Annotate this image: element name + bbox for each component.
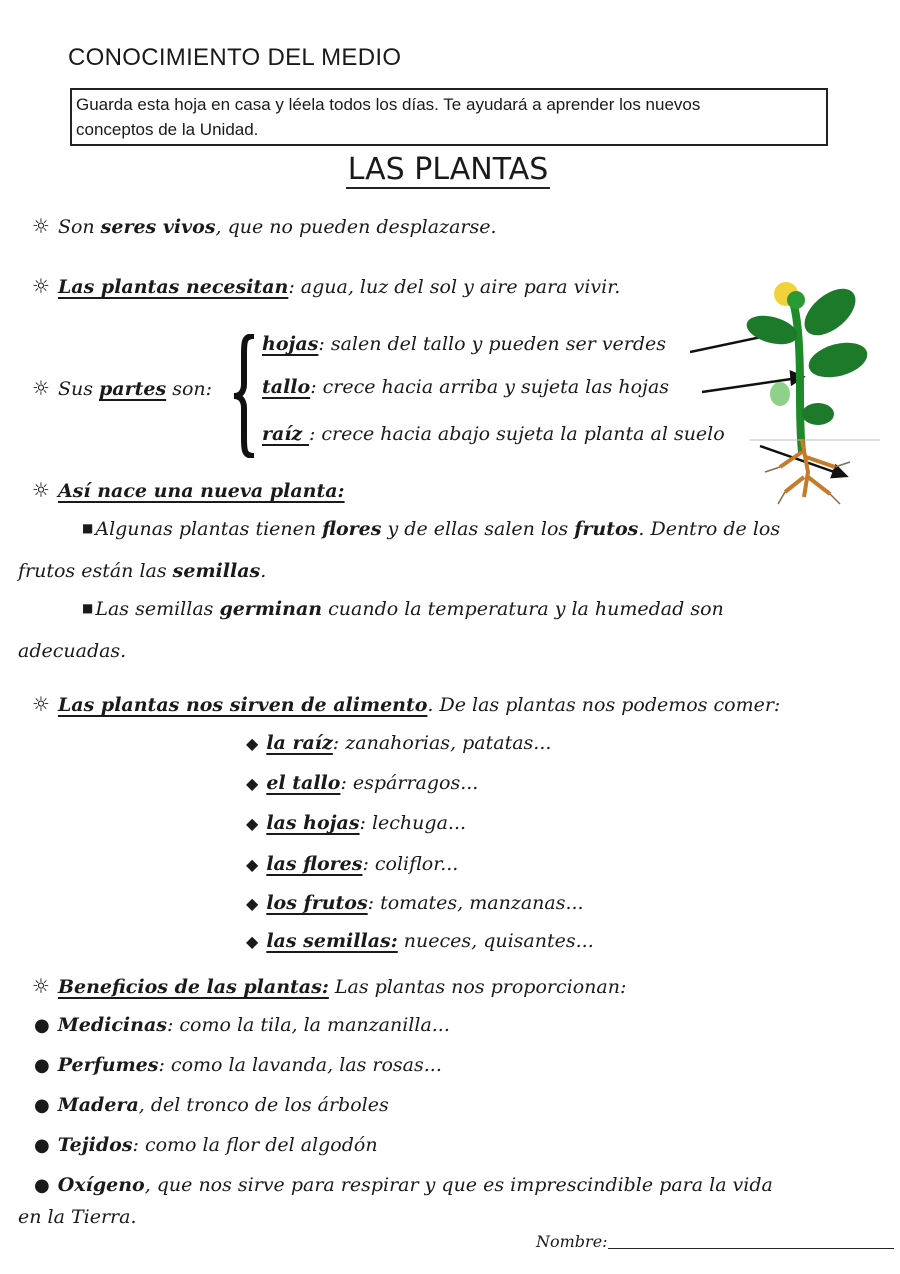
text-line <box>18 640 126 662</box>
square-bullet-icon: ■ <box>82 601 94 615</box>
text-segment: . De las plantas nos podemos comer: <box>427 694 781 716</box>
keyword: hojas <box>262 333 319 355</box>
text-line <box>262 423 725 445</box>
text-segment: : agua, luz del sol y aire para vivir. <box>288 276 621 298</box>
keyword: las semillas: <box>266 930 398 952</box>
text-line <box>32 692 780 716</box>
text-line <box>32 974 626 998</box>
name-label: Nombre: <box>536 1232 608 1251</box>
keyword: seres vivos <box>100 216 216 238</box>
keyword: germinan <box>219 598 323 620</box>
notice-line: conceptos de la Unidad. <box>76 120 259 139</box>
text-segment: nueces, quisantes... <box>397 930 594 952</box>
text-segment: adecuadas. <box>18 640 127 662</box>
text-line <box>246 930 594 952</box>
keyword: las hojas <box>266 812 360 834</box>
sun-icon: ☼ <box>32 274 50 298</box>
text-segment: en la Tierra. <box>18 1206 137 1228</box>
dot-bullet-icon: ● <box>34 1135 50 1156</box>
plant-illustration <box>690 272 890 512</box>
text-segment: : como la tila, la manzanilla... <box>166 1014 450 1036</box>
dot-bullet-icon: ● <box>34 1095 50 1116</box>
keyword: flores <box>322 518 382 540</box>
square-bullet-icon: ■ <box>82 521 94 535</box>
text-segment: : salen del tallo y pueden ser verdes <box>318 333 667 355</box>
name-field[interactable] <box>608 1248 894 1249</box>
notice-line: Guarda esta hoja en casa y léela todos los días. Te ayudará a aprender los nuevos <box>76 95 701 114</box>
keyword: partes <box>98 378 167 400</box>
text-line <box>82 518 780 540</box>
keyword: la raíz <box>266 732 333 754</box>
text-line <box>32 376 212 400</box>
keyword: Las plantas necesitan <box>57 276 289 298</box>
text-segment: Las semillas <box>95 598 220 620</box>
text-line <box>34 1014 450 1036</box>
text-line <box>262 333 666 355</box>
keyword: Las plantas nos sirven de alimento <box>57 694 428 716</box>
diamond-bullet-icon: ◆ <box>246 774 259 793</box>
text-line <box>18 560 266 582</box>
brace <box>232 334 256 458</box>
keyword: frutos <box>574 518 639 540</box>
subject-heading: CONOCIMIENTO DEL MEDIO <box>68 44 402 71</box>
keyword: tallo <box>262 376 311 398</box>
text-segment: : zanahorias, patatas... <box>332 732 552 754</box>
dot-bullet-icon: ● <box>34 1055 50 1076</box>
text-segment: son: <box>166 378 213 400</box>
notice-box <box>70 88 828 146</box>
keyword: el tallo <box>266 772 341 794</box>
text-segment: , del tronco de los árboles <box>138 1094 389 1116</box>
keyword: Medicinas <box>57 1014 167 1036</box>
text-line <box>18 1206 137 1228</box>
text-line <box>262 376 669 398</box>
text-segment: Sus <box>57 378 99 400</box>
keyword: las flores <box>266 853 363 875</box>
diamond-bullet-icon: ◆ <box>246 855 259 874</box>
keyword: Tejidos <box>57 1134 133 1156</box>
keyword: Así nace una nueva planta: <box>57 480 345 502</box>
diamond-bullet-icon: ◆ <box>246 894 259 913</box>
text-segment: Son <box>57 216 101 238</box>
text-line <box>34 1054 442 1076</box>
text-segment: : lechuga... <box>359 812 467 834</box>
keyword: semillas <box>172 560 261 582</box>
page-title-wrap <box>0 152 896 187</box>
keyword: Oxígeno <box>57 1174 145 1196</box>
sun-icon: ☼ <box>32 214 50 238</box>
text-segment: : como la lavanda, las rosas... <box>158 1054 442 1076</box>
text-line <box>82 598 724 620</box>
text-line <box>34 1134 378 1156</box>
page-title: LAS PLANTAS <box>347 152 549 187</box>
text-segment: cuando la temperatura y la humedad son <box>322 598 724 620</box>
keyword: Perfumes <box>57 1054 159 1076</box>
text-segment: : coliflor... <box>362 853 459 875</box>
text-line <box>32 214 497 238</box>
text-segment: frutos están las <box>18 560 173 582</box>
sun-icon: ☼ <box>32 974 50 998</box>
diamond-bullet-icon: ◆ <box>246 814 259 833</box>
diamond-bullet-icon: ◆ <box>246 932 259 951</box>
text-line <box>32 274 620 298</box>
text-segment: Las plantas nos proporcionan: <box>328 976 627 998</box>
text-segment: , que nos sirve para respirar y que es imprescindible para la vida <box>144 1174 773 1196</box>
dot-bullet-icon: ● <box>34 1175 50 1196</box>
keyword: Beneficios de las plantas: <box>57 976 329 998</box>
sun-icon: ☼ <box>32 478 50 502</box>
text-segment: . Dentro de los <box>638 518 781 540</box>
plant-arrows <box>690 326 846 477</box>
keyword: los frutos <box>266 892 368 914</box>
text-segment: Algunas plantas tienen <box>95 518 323 540</box>
text-line <box>34 1094 389 1116</box>
text-segment: : crece hacia abajo sujeta la planta al suelo <box>308 423 725 445</box>
keyword: Madera <box>57 1094 139 1116</box>
text-segment: : tomates, manzanas... <box>367 892 584 914</box>
text-segment: . <box>260 560 267 582</box>
text-segment: , que no pueden desplazarse. <box>215 216 497 238</box>
diamond-bullet-icon: ◆ <box>246 734 259 753</box>
text-line <box>246 892 584 914</box>
text-segment: y de ellas salen los <box>381 518 575 540</box>
text-line <box>246 812 466 834</box>
text-segment: : crece hacia arriba y sujeta las hojas <box>310 376 670 398</box>
sun-icon: ☼ <box>32 376 50 400</box>
text-line <box>246 732 551 754</box>
text-line <box>34 1174 773 1196</box>
text-line <box>246 772 478 794</box>
text-segment: : espárragos... <box>340 772 479 794</box>
text-line <box>32 478 345 502</box>
keyword: raíz <box>262 423 309 445</box>
dot-bullet-icon: ● <box>34 1015 50 1036</box>
text-line <box>246 853 458 875</box>
sun-icon: ☼ <box>32 692 50 716</box>
text-segment: : como la flor del algodón <box>132 1134 378 1156</box>
